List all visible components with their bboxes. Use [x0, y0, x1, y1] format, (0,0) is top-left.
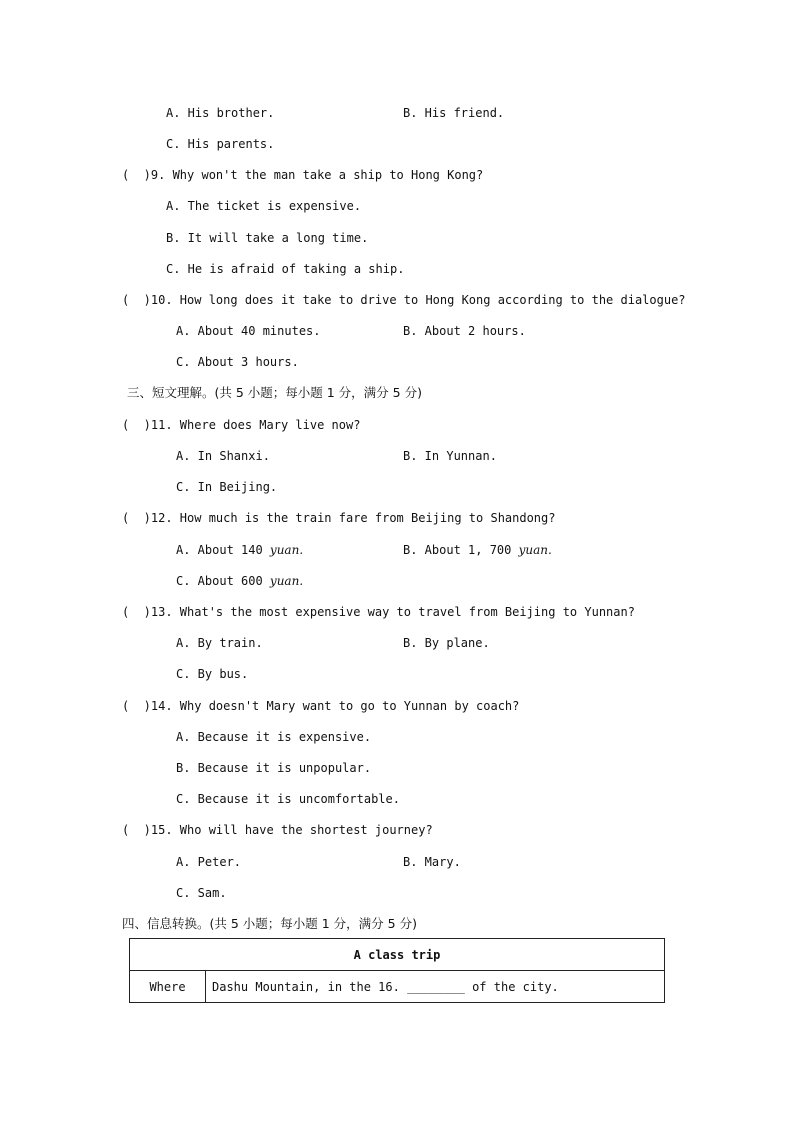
option-c: C. Because it is uncomfortable. — [176, 792, 400, 806]
question-text: 13. What's the most expensive way to travel from Beijing to Yunnan? — [150, 605, 635, 619]
currency-unit: yuan. — [518, 543, 552, 557]
question-10 — [122, 292, 686, 308]
option-b: B. It will take a long time. — [166, 231, 369, 245]
question-text: 14. Why doesn't Mary want to go to Yunnan by coach? — [150, 699, 520, 713]
answer-blank[interactable]: ( ) — [122, 699, 151, 713]
question-text: 15. Who will have the shortest journey? — [150, 823, 433, 837]
option-c: C. He is afraid of taking a ship. — [166, 262, 405, 276]
option-a: A. Because it is expensive. — [176, 730, 372, 744]
question-text: 9. Why won't the man take a ship to Hong Kong? — [150, 168, 484, 182]
option-b: B. His friend. — [403, 106, 505, 120]
option-b: B. About 1, 700 yuan. — [403, 543, 552, 557]
answer-blank[interactable]: ( ) — [122, 293, 151, 307]
section-title: 三、短文理解。(共 5 小题；每小题 1 分，满分 5 分) — [127, 385, 422, 400]
option-b: B. About 2 hours. — [403, 324, 526, 338]
table-header-row — [130, 939, 665, 971]
question-13 — [122, 604, 635, 620]
question-9 — [122, 167, 483, 183]
info-table — [129, 938, 665, 1003]
question-15 — [122, 822, 433, 838]
answer-blank[interactable]: ( ) — [122, 168, 151, 182]
table-title: A class trip — [130, 939, 665, 971]
currency-unit: yuan. — [269, 574, 304, 588]
option-a: A. His brother. — [166, 106, 275, 120]
question-text: 12. How much is the train fare from Beijing to Shandong? — [150, 511, 556, 525]
currency-unit: yuan. — [269, 543, 304, 557]
question-text: 10. How long does it take to drive to Hong Kong according to the dialogue? — [150, 293, 686, 307]
option-b: B. Because it is unpopular. — [176, 761, 372, 775]
option-c: C. By bus. — [176, 667, 249, 681]
question-11 — [122, 417, 360, 433]
option-b: B. In Yunnan. — [403, 449, 497, 463]
option-c: C. In Beijing. — [176, 480, 278, 494]
option-c: C. About 600 yuan. — [176, 574, 304, 588]
row-label: Where — [130, 971, 206, 1003]
section-title: 四、信息转换。(共 5 小题；每小题 1 分，满分 5 分) — [122, 916, 417, 931]
answer-blank[interactable]: ( ) — [122, 418, 151, 432]
option-b: B. By plane. — [403, 636, 490, 650]
answer-blank[interactable]: ( ) — [122, 511, 151, 525]
option-b: B. Mary. — [403, 855, 461, 869]
answer-blank[interactable]: ( ) — [122, 823, 151, 837]
option-a: A. Peter. — [176, 855, 242, 869]
question-12 — [122, 510, 555, 526]
option-c: C. Sam. — [176, 886, 227, 900]
table-row — [130, 971, 665, 1003]
option-a: A. About 40 minutes. — [176, 324, 321, 338]
question-14 — [122, 698, 519, 714]
question-text: 11. Where does Mary live now? — [150, 418, 361, 432]
option-a: A. In Shanxi. — [176, 449, 270, 463]
option-c: C. His parents. — [166, 137, 275, 151]
row-value[interactable]: Dashu Mountain, in the 16. ________ of the city. — [206, 971, 665, 1003]
option-a: A. About 140 yuan. — [176, 543, 304, 557]
option-a: A. The ticket is expensive. — [166, 199, 362, 213]
option-c: C. About 3 hours. — [176, 355, 299, 369]
option-a: A. By train. — [176, 636, 263, 650]
answer-blank[interactable]: ( ) — [122, 605, 151, 619]
